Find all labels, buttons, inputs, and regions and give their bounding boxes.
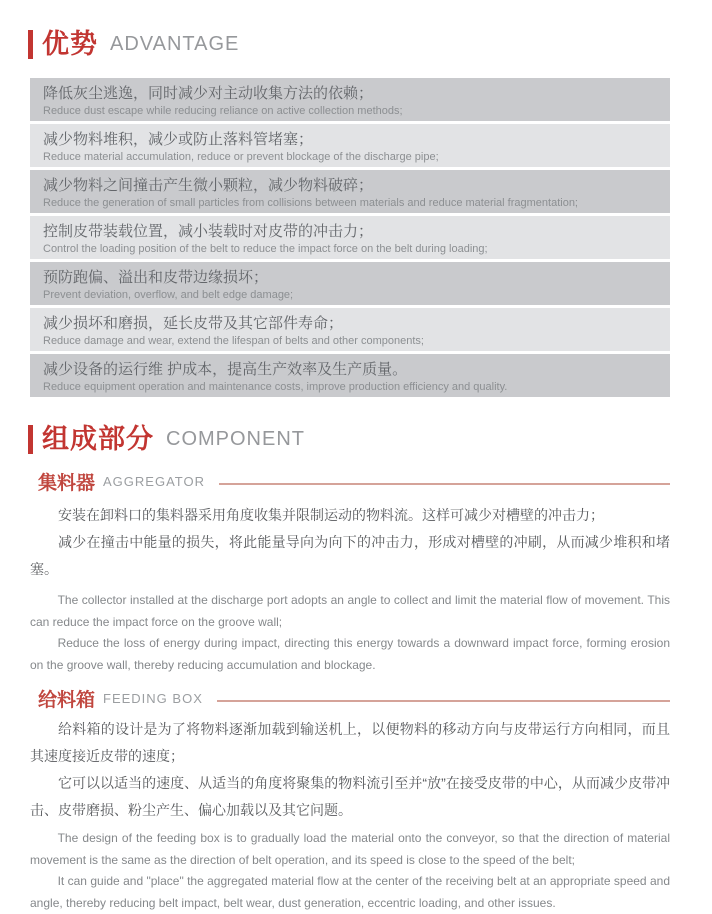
paragraph-zh: 给料箱的设计是为了将物料逐渐加载到输送机上，以便物料的移动方向与皮带运行方向相同，而且其速度接近皮带的速度； — [30, 721, 670, 764]
aggregator-title-zh: 集料器 — [38, 472, 96, 494]
advantage-item-5 — [30, 262, 670, 305]
advantage-item-zh: 减少损坏和磨损，延长皮带及其它部件寿命； — [43, 315, 344, 332]
advantage-item-en: Reduce material accumulation, reduce or prevent blockage of the discharge pipe; — [43, 151, 439, 163]
paragraph-en: The collector installed at the discharge port adopts an angle to collect and limit the material flow of movement. This can reduce the impact force on the groove wall; — [30, 593, 670, 629]
advantage-item-4 — [30, 216, 670, 259]
paragraph-en: Reduce the loss of energy during impact, directing this energy towards a downward impact force, forming erosion on the groove wall, thereby reducing accumulation and blockage. — [30, 636, 670, 672]
advantage-item-zh: 降低灰尘逃逸，同时减少对主动收集方法的依赖； — [43, 85, 374, 102]
advantage-item-1 — [30, 78, 670, 121]
advantage-item-en: Control the loading position of the belt to reduce the impact force on the belt during loading; — [43, 243, 488, 255]
component-section-header — [28, 421, 670, 457]
feeding-box-subsection — [0, 686, 712, 914]
paragraph-zh: 它可以以适当的速度、从适当的角度将聚集的物料流引至并“放”在接受皮带的中心，从而减少皮带冲击、皮带磨损、粉尘产生、偏心加载以及其它问题。 — [30, 775, 670, 818]
red-accent-bar — [28, 30, 33, 59]
advantage-item-zh: 预防跑偏、溢出和皮带边缘损坏； — [43, 269, 269, 286]
feeding-box-header — [38, 686, 670, 710]
advantage-item-zh: 减少物料堆积，减少或防止落料管堵塞； — [43, 131, 314, 148]
advantage-item-zh: 控制皮带装载位置，减小装载时对皮带的冲击力； — [43, 223, 374, 240]
advantage-item-en: Reduce damage and wear, extend the lifespan of belts and other components; — [43, 335, 424, 347]
aggregator-zh-paragraphs — [0, 502, 712, 583]
advantage-item-zh: 减少设备的运行维 护成本，提高生产效率及生产质量。 — [43, 361, 408, 378]
feeding-box-title-en: FEEDING BOX — [103, 690, 203, 706]
divider-line — [217, 700, 670, 702]
advantage-item-6 — [30, 308, 670, 351]
advantage-item-7 — [30, 354, 670, 397]
advantage-item-2 — [30, 124, 670, 167]
advantage-list — [30, 78, 670, 397]
paragraph-en: The design of the feeding box is to gradually load the material onto the conveyor, so that the direction of material movement is the same as the direction of belt operation, and its speed is close to the speed of the belt; — [30, 831, 670, 867]
paragraph-zh: 安装在卸料口的集料器采用角度收集并限制运动的物料流。这样可减少对槽壁的冲击力； — [58, 507, 604, 523]
advantage-item-en: Reduce dust escape while reducing reliance on active collection methods; — [43, 105, 403, 117]
advantage-item-zh: 减少物料之间撞击产生微小颗粒，减少物料破碎； — [43, 177, 374, 194]
component-title-en: COMPONENT — [166, 427, 305, 450]
aggregator-en-paragraphs — [0, 590, 712, 676]
advantage-item-en: Prevent deviation, overflow, and belt edge damage; — [43, 289, 294, 301]
paragraph-zh: 减少在撞击中能量的损失，将此能量导向为向下的冲击力，形成对槽壁的冲刷，从而减少堆积和堵塞。 — [30, 534, 670, 577]
aggregator-subsection — [0, 469, 712, 676]
advantage-title-zh: 优势 — [42, 29, 98, 59]
red-accent-bar — [28, 425, 33, 454]
advantage-title-en: ADVANTAGE — [110, 32, 240, 55]
divider-line — [219, 483, 670, 485]
feeding-box-title-zh: 给料箱 — [38, 689, 96, 711]
advantage-item-3 — [30, 170, 670, 213]
paragraph-en: It can guide and "place" the aggregated material flow at the center of the receiving belt at an appropriate speed and angle, thereby reducing belt impact, belt wear, dust generation, eccentric loading, and other issues. — [30, 874, 670, 910]
advantage-section-header — [28, 26, 670, 62]
feeding-box-en-paragraphs — [0, 828, 712, 914]
aggregator-title-en: AGGREGATOR — [103, 473, 205, 489]
advantage-item-en: Reduce the generation of small particles from collisions between materials and reduce material fragmentation; — [43, 197, 578, 209]
aggregator-header — [38, 469, 670, 493]
feeding-box-zh-paragraphs — [0, 716, 712, 824]
advantage-item-en: Reduce equipment operation and maintenance costs, improve production efficiency and quality. — [43, 381, 508, 393]
component-title-zh: 组成部分 — [42, 424, 154, 454]
